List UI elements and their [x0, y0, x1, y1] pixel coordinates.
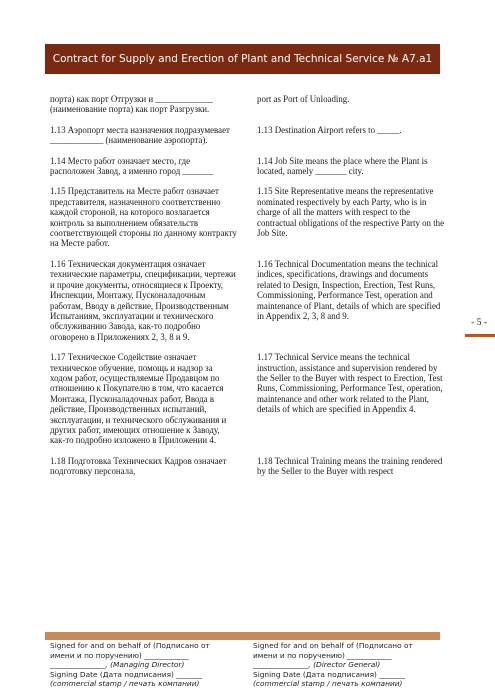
clause-row	[50, 94, 445, 115]
clause-ru: 1.16 Техническая документация означает технические параметры, спецификации, чертежи и прочие документы, относящиеся к Проекту, Инспекции, Монтажу, Пусконаладочным работам, Вводу в действие, Производственным Испытаниям, эксплуатации и технического обслуживанию Завода, как-то подробно оговорено в Приложениях 2, 3, 8 и 9.	[50, 258, 236, 342]
signatory-title: _______________, (Managing Director)	[50, 660, 185, 670]
clause-en: 1.16 Technical Documentation means the technical indices, specifications, drawings and documents related to Design, Inspection, Erection, Test Runs, Commissioning, Performance Test, operation and maintenance of Plant, details of which are specified in Appendix 2, 3, 8 and 9.	[257, 258, 441, 321]
signature-footer	[50, 641, 445, 689]
clause-row	[50, 156, 445, 177]
signatory-title: _______________, (Director General)	[253, 660, 381, 670]
clause-ru: 1.17 Техническое Содействие означает техническое обучение, помощь и надзор за ходом работ, осуществляемые Продавцом по отношению к Покупателю в том, что касается Монтажа, Пусконаладочных работ, Ввода в действие, Производственных испытаний, эксплуатации, и технического обслуживания и других работ, имеющих отношение к Заводу, как-то подробно изложено в Приложении 4.	[50, 352, 227, 446]
document-title: Contract for Supply and Erection of Plant and Technical Service № A7.a1	[52, 53, 433, 65]
clause-en: 1.13 Destination Airport refers to _____.	[257, 124, 402, 135]
page-number-rule	[465, 334, 495, 337]
clause-row	[50, 352, 445, 446]
clause-en: 1.15 Site Representative means the representative nominated respectively by each Party, who is in charge of all the matters with respect to the contractual obligations of the respective Party on the Job Site.	[257, 186, 445, 239]
signature-line-1: Signed for and on behalf of (Подписано от	[253, 641, 413, 650]
document-header-bar	[45, 44, 440, 74]
signature-line-2: имени и по поручению) ____________	[253, 650, 392, 660]
stamp-note: (commercial stamp / печать компании)	[50, 679, 200, 689]
footer-divider-band	[45, 632, 440, 640]
clause-en: 1.17 Technical Service means the technical instruction, assistance and supervision rendered by the Seller to the Buyer with respect to Erection, Test Runs, Commissioning, Performance Test, operation, maintenance and other work related to the Plant, details of which are specified in Appendix 4.	[257, 352, 443, 415]
clause-en: 1.18 Technical Training means the training rendered by the Seller to the Buyer with respect	[257, 455, 443, 477]
buyer-signature-block	[50, 641, 242, 689]
clause-ru: 1.18 Подготовка Технических Кадров означает подготовку персонала,	[50, 455, 227, 477]
clause-row	[50, 259, 445, 342]
clause-en: 1.14 Job Site means the place where the Plant is located, namely _______ city.	[257, 155, 428, 177]
seller-signature-block	[253, 641, 445, 689]
clause-ru: порта) как порт Отгрузки и _____________ (наименование порта) как порт Разгрузки.	[50, 94, 213, 115]
signature-line-1: Signed for and on behalf of (Подписано от	[50, 641, 210, 650]
stamp-note: (commercial stamp / печать компании)	[253, 679, 403, 689]
clause-row	[50, 456, 445, 477]
clause-ru: 1.13 Аэропорт места назначения подразумевает ____________ (наименование аэропорта).	[50, 124, 230, 146]
clause-row	[50, 125, 445, 146]
page-number: - 5 -	[471, 318, 487, 328]
clause-row	[50, 186, 445, 248]
clause-ru: 1.14 Место работ означает место, где расположен Завод, а именно город _______	[50, 155, 214, 177]
signing-date: Signing Date (Дата подписания) _______	[50, 669, 203, 679]
clause-en: port as Port of Unloading.	[257, 94, 350, 104]
signature-line-2: имени и по поручению) ____________	[50, 650, 189, 660]
signing-date: Signing Date (Дата подписания) _______	[253, 669, 406, 679]
contract-body	[50, 94, 445, 487]
clause-ru: 1.15 Представитель на Месте работ означает представителя, назначенного соответственно каждой стороной, на которого возлагается контроль за выполнением обязательств соответствующей стороны по данному контракту на Месте работ.	[50, 186, 237, 249]
